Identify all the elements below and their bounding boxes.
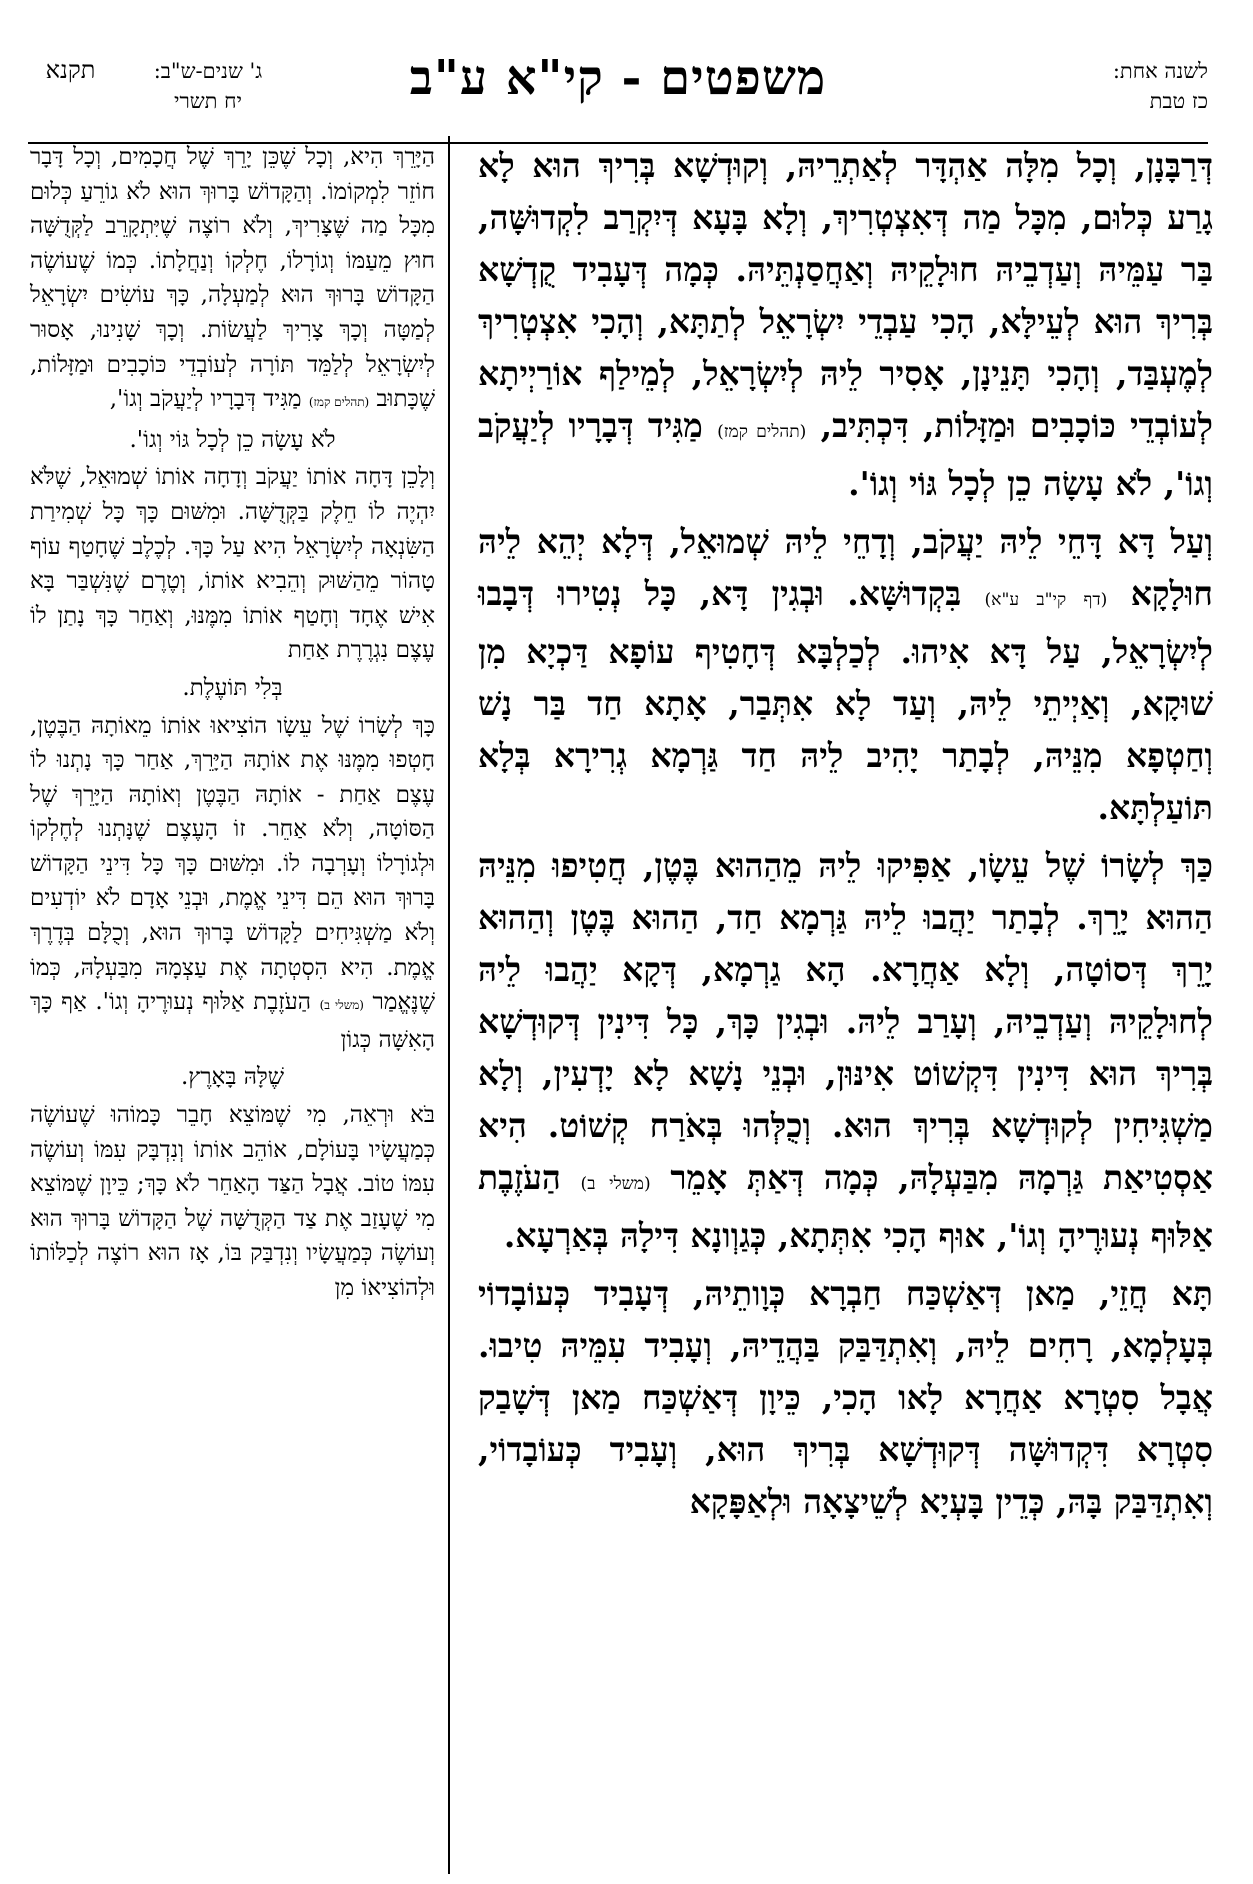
page-header: [28, 48, 1208, 138]
side-paragraph-3: כָּךְ לְשָׂרוֹ שֶׁל עֵשָׂו הוֹצִיאוּ אוֹתוֹ מֵאוֹתָהּ הַבֶּטֶן, חָטְפוּ מִמֶּנּוּ אֶת אוֹתָהּ הַיָּרֵךְ, אַחַר כָּךְ נָתְנוּ לוֹ עֶצֶם אַחַת - אוֹתָהּ הַבֶּטֶן וְאוֹתָהּ הַיָּרֵךְ שֶׁל הַסּוֹטָה, וְלֹא אַחֵר. זוֹ הָעֶצֶם שֶׁנָּתְנוּ לְחֶלְקוֹ וּלְגוֹרָלוֹ וְעָרְבָה לוֹ. וּמִשּׁוּם כָּךְ כָּל דִּינֵי הַקָּדוֹשׁ בָּרוּךְ הוּא הֵם דִּינֵי אֱמֶת, וּבְנֵי אָדָם לֹא יוֹדְעִים וְלֹא מַשְׁגִּיחִים לַקָּדוֹשׁ בָּרוּךְ הוּא, וְכֻלָּם בְּדֶרֶךְ אֱמֶת. הִיא הִסְטְתָה אֶת עַצְמָהּ מִבַּעְלָהּ, כְּמוֹ שֶׁנֶּאֱמַר (משלי ב) הַעֹזֶבֶת אַלּוּף נְעוּרֶיהָ וְגוֹ'. אַף כָּךְ הָאִשָּׁה כְּגוֹן: [30, 712, 435, 1053]
side-paragraph-3-end: שֶׁלָּהּ בָּאָרֶץ.: [180, 1064, 285, 1091]
years-label: ג' שנים-ש"ב:: [153, 59, 263, 83]
side-paragraph-2-end: בְּלִי תּוֹעֶלֶת.: [182, 674, 283, 701]
page-number: תקנא: [45, 56, 96, 84]
column-divider: [448, 136, 450, 1874]
side-paragraph-1-end: לֹא עָשָׂה כֵן לְכָל גּוֹי וְגוֹ'.: [129, 426, 336, 453]
main-paragraph-1: דְּרַבָּנָן, וְכָל מִלָּה אַהְדָּר לְאַתְרֵיהּ, וְקוּדְשָׁא בְּרִיךְ הוּא לָא גָרַע כְּלוּם, מִכָּל מַה דְּאִצְטְרִיךְ, וְלָא בָּעָא דְּיִקְרַב לִקְדוּשָּׁה, בַּר עַמֵּיהּ וְעַדְבֵיהּ חוּלָקֵיהּ וְאַחֲסַנְתֵּיהּ. כְּמָה דְּעָבִיד קֻדְשָׁא בְּרִיךְ הוּא לְעֵילָּא, הָכִי עַבְדֵי יִשְׂרָאֵל לְתַתָּא, וְהָכִי אִצְטְרִיךְ לְמֶעְבַּד, וְהָכִי תָּנֵינָן, אָסִיר לֵיהּ לְיִשְׂרָאֵל, לְמֵילַף אוֹרַיְיתָא לְעוֹבְדֵי כּוֹכָבִים וּמַזָּלוֹת, דִּכְתִּיב, (תהלים קמז) מַגִּיד דְּבָרָיו לְיַעֲקֹב וְגוֹ', לֹא עָשָׂה כֵן לְכָל גּוֹי וְגוֹ'.: [478, 146, 1213, 503]
page-title: משפטים - קי"א ע"ב: [409, 50, 827, 106]
folio-reference: (דף קי"ב ע"א): [984, 590, 1108, 610]
header-side-date-block: [123, 56, 293, 116]
side-paragraph-1: הַיָּרֵךְ הִיא, וְכָל שֶׁכֵּן יָרֵךְ שֶׁל חֲכָמִים, וְכָל דָּבָר חוֹזֵר לִמְקוֹמוֹ. וְהַקָּדוֹשׁ בָּרוּךְ הוּא לֹא גוֹרֵעַ כְּלוּם מִכָּל מַה שֶּׁצָּרִיךְ, וְלֹא רוֹצֶה שֶׁיִּתְקָרֵב לַקְּדֻשָּׁה חוּץ מֵעַמּוֹ וְגוֹרָלוֹ, חֶלְקוֹ וְנַחֲלָתוֹ. כְּמוֹ שֶׁעוֹשֶׂה הַקָּדוֹשׁ בָּרוּךְ הוּא לְמַעְלָה, כָּךְ עוֹשִׂים יִשְׂרָאֵל לְמַטָּה וְכָךְ צָרִיךְ לַעֲשׂוֹת. וְכָךְ שָׁנִינוּ, אָסוּר לְיִשְׂרָאֵל לְלַמֵּד תּוֹרָה לְעוֹבְדֵי כּוֹכָבִים וּמַזָּלוֹת, שֶׁכָּתוּב (תהלים קמז) מַגִּיד דְּבָרָיו לְיַעֲקֹב וְגוֹ',: [30, 144, 435, 413]
date-side: יח תשרי: [173, 89, 243, 113]
main-text-column: [478, 140, 1213, 1534]
date-main: כז טבת: [1149, 89, 1208, 113]
main-paragraph-4: תָּא חֲזֵי, מַאן דְּאַשְׁכַּח חַבְרָא כְּוָותֵיהּ, דְּעָבִיד כְּעוֹבָדוֹי בְּעָלְמָא, רָחִים לֵיהּ, וְאִתְדַּבַּק בַּהֲדֵיהּ, וְעָבִיד עִמֵּיהּ טִיבוּ. אֲבָל סִטְרָא אַחֲרָא לָאו הָכִי, כֵּיוָן דְּאַשְׁכַּח מַאן דְּשָׁבַק סִטְרָא דִּקְדוּשָּׁה דְּקוּדְשָׁא בְּרִיךְ הוּא, וְעָבִיד כְּעוֹבָדוֹי, וְאִתְדַּבַּק בָּהּ, כְּדֵין בָּעְיָא לְשֵׁיצָאָה וּלְאַפָּקָא: [478, 1274, 1213, 1521]
verse-reference: (תהלים קמז): [717, 422, 807, 442]
side-paragraph-4: בֹּא וּרְאֵה, מִי שֶׁמּוֹצֵא חָבֵר כָּמוֹהוּ שֶׁעוֹשֶׂה כְּמַעֲשָׂיו בָּעוֹלָם, אוֹהֵב אוֹתוֹ וְנִדְבָּק עִמּוֹ וְעוֹשֶׂה עִמּוֹ טוֹב. אֲבָל הַצַּד הָאַחֵר לֹא כָּךְ; כֵּיוָן שֶׁמּוֹצֵא מִי שֶׁעָזַב אֶת צַד הַקְּדֻשָּׁה שֶׁל הַקָּדוֹשׁ בָּרוּךְ הוּא וְעוֹשֶׂה כְּמַעֲשָׂיו וְנִדְבַּק בּוֹ, אָז הוּא רוֹצֶה לְכַלּוֹתוֹ וּלְהוֹצִיאוֹ מִן: [30, 1102, 435, 1301]
verse-reference: (משלי ב): [319, 998, 364, 1013]
side-paragraph-2: וְלָכֵן דָּחָה אוֹתוֹ יַעֲקֹב וְדָחָה אוֹתוֹ שְׁמוּאֵל, שֶׁלֹּא יִהְיֶה לוֹ חֵלֶק בַּקְּדֻשָּׁה. וּמִשּׁוּם כָּךְ כָּל שְׁמִירַת הַשִּׂנְאָה לְיִשְׂרָאֵל הִיא עַל כָּךְ. לְכֶלֶב שֶׁחָטַף עוֹף טָהוֹר מֵהַשּׁוּק וְהֵבִיא אוֹתוֹ, וְטֶרֶם שֶׁנִּשְׁבַּר בָּא אִישׁ אֶחָד וְחָטַף אוֹתוֹ מִמֶּנּוּ, וְאַחַר כָּךְ נָתַן לוֹ עֶצֶם נִגְרֶרֶת אַחַת: [30, 464, 435, 664]
verse-reference: (משלי ב): [580, 1174, 651, 1194]
year-label: לשנה אחת:: [1112, 59, 1208, 83]
verse-reference: (תהלים קמז): [308, 395, 370, 410]
translation-column: [30, 140, 435, 1309]
main-paragraph-2: וְעַל דָּא דָּחֵי לֵיהּ יַעֲקֹב, וְדָחֵי לֵיהּ שְׁמוּאֵל, דְּלָא יְהֵא לֵיהּ חוּלָקָא (דף קי"ב ע"א) בִּקְדוּשָּׁא. וּבְגִין דָּא, כָּל נְטִירוּ דְּבָבוּ לְיִשְׂרָאֵל, עַל דָּא אִיהוּ. לְכַלְבָּא דְּחָטִיף עוֹפָא דַּכְיָא מִן שׁוּקָא, וְאַיְיתֵי לֵיהּ, וְעַד לָא אִתְּבַר, אָתָא חַד בַּר נָשׁ וְחַטְפָא מִנֵּיהּ, לְבָתַר יָהִיב לֵיהּ חַד גַּרְמָא גְרִירָא בְּלָא תּוֹעַלְתָּא.: [478, 522, 1213, 827]
main-paragraph-3: כַּךְ לְשָׂרוֹ שֶׁל עֵשָׂו, אַפִּיקוּ לֵיהּ מֵהַהוּא בֶּטֶן, חֲטִיפוּ מִנֵּיהּ הַהוּא יָרֵךְ. לְבָתַר יַהֲבוּ לֵיהּ גַּרְמָא חַד, הַהוּא בֶּטֶן וְהַהוּא יָרֵךְ דְּסוֹטָה, וְלָא אַחֲרָא. הָא גַרְמָא, דְּקָא יַהֲבוּ לֵיהּ לְחוּלָקֵיהּ וְעַדְבֵיהּ, וְעָרַב לֵיהּ. וּבְגִין כָּךְ, כָּל דִּינִין דְּקוּדְשָׁא בְּרִיךְ הוּא דִּינִין דִּקְשׁוֹט אִינּוּן, וּבְנֵי נָשָׁא לָא יָדְעִין, וְלָא מַשְׁגִּיחִין לְקוּדְשָׁא בְּרִיךְ הוּא. וְכֻלְּהוּ בְּאֹרַח קְשׁוֹט. הִיא אַסְטִיאַת גַּרְמָהּ מִבַּעְלָהּ, כְּמָה דְּאַתְּ אָמֵר (משלי ב) הַעֹזֶבֶת אַלּוּף נְעוּרֶיהָ וְגוֹ', אוּף הָכִי אִתְּתָא, כְּגַוְונָא דִּילָהּ בְּאַרְעָא.: [478, 846, 1213, 1255]
